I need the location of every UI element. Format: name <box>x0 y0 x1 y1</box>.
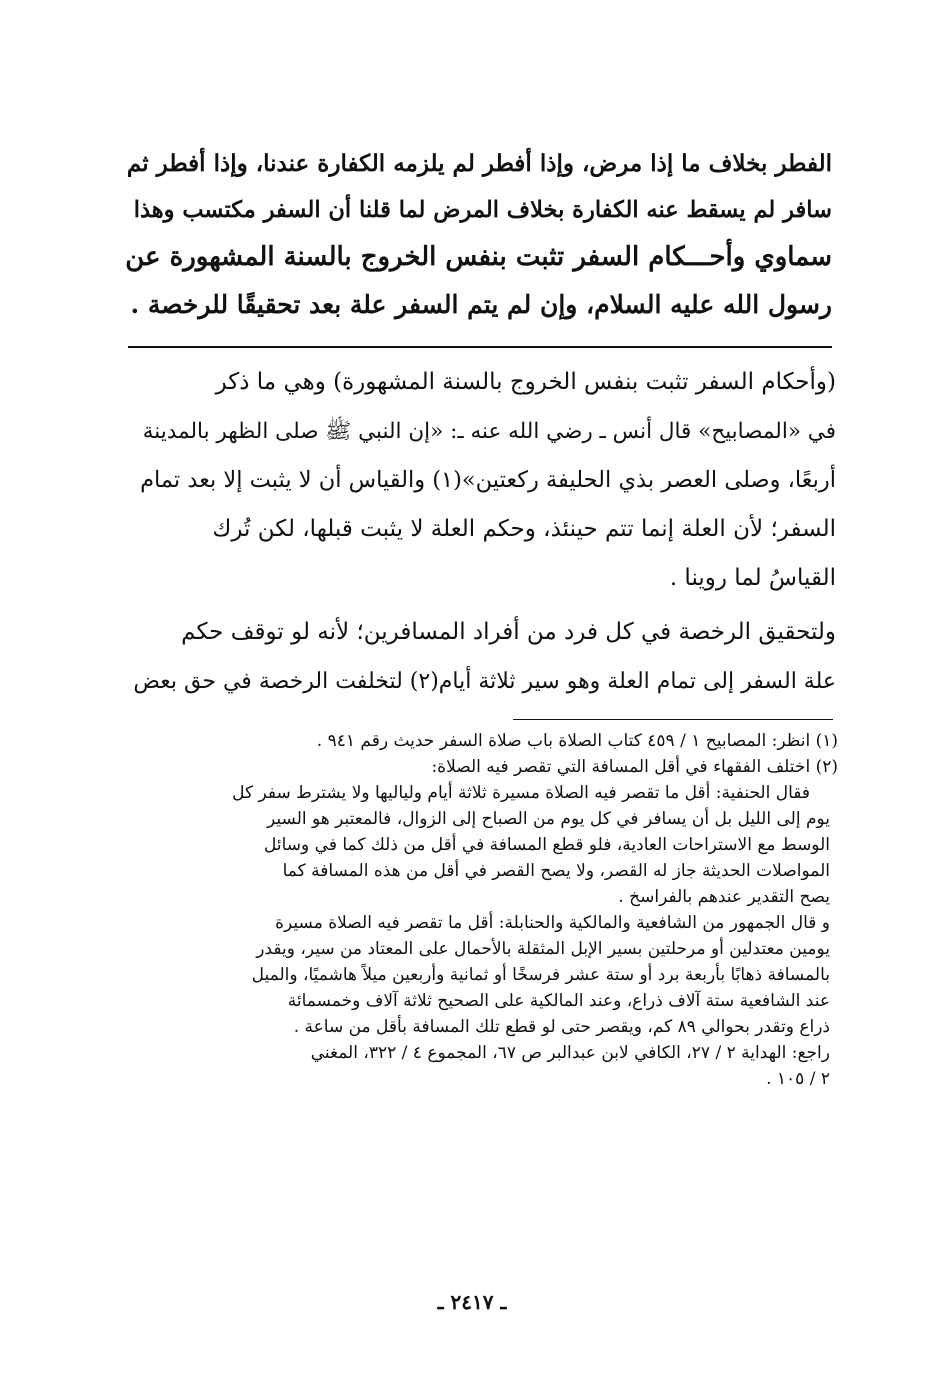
matn-line: الفطر بخلاف ما إذا مرض، وإذا أفطر لم يلزمه الكفارة عندنا، وإذا أفطر ثم <box>126 150 832 177</box>
footnote-rule <box>513 719 833 720</box>
matn-line: رسول الله عليه السلام، وإن لم يتم السفر علة بعد تحقيقًا للرخصة . <box>130 290 832 319</box>
footnotes <box>130 728 838 1092</box>
footnote-jumhur-line: بالمسافة ذهابًا بأربعة برد أو ستة عشر فرسخًا أو ثمانية وأربعين ميلاً هاشميًا، والميل <box>251 965 830 985</box>
footnote-hanafi-line: يوم إلى الليل بل أن يسافر في كل يوم من الصباح إلى الزوال، فالمعتبر هو السير <box>267 809 830 829</box>
sharh-line: علة السفر إلى تمام العلة وهو سير ثلاثة أيام(٢) لتخلفت الرخصة في حق بعض <box>133 669 836 694</box>
footnote-reference-line: راجع: الهداية ٢ / ٢٧، الكافي لابن عبدالبر ص ٦٧، المجموع ٤ / ٣٢٢، المغني <box>310 1043 830 1063</box>
footnote-reference-line: ٢ / ١٠٥ . <box>766 1069 830 1089</box>
matn-line: سماوي وأحـــكام السفر تثبت بنفس الخروج بالسنة المشهورة عن <box>125 242 832 272</box>
sharh-paragraph-2 <box>128 608 836 706</box>
footnote-jumhur-line: عند الشافعية ستة آلاف ذراع، وعند المالكية على الصحيح ثلاثة آلاف وخمسمائة <box>287 991 830 1011</box>
sharh-paragraph-1 <box>128 358 836 603</box>
footnote-jumhur-line: ذراع وتقدر بحوالي ٨٩ كم، ويقصر حتى لو قطع تلك المسافة بأقل من ساعة . <box>293 1017 830 1037</box>
sharh-line: (وأحكام السفر تثبت بنفس الخروج بالسنة المشهورة) وهي ما ذكر <box>215 369 836 395</box>
separator-rule <box>128 346 832 348</box>
matn-text <box>120 140 832 328</box>
footnote-jumhur-line: و قال الجمهور من الشافعية والمالكية والحنابلة: أقل ما تقصر فيه الصلاة مسيرة <box>275 913 830 933</box>
page-number: ـ ٢٤١٧ ـ <box>437 1290 507 1314</box>
sharh-line: أربعًا، وصلى العصر بذي الحليفة ركعتين»(١) والقياس أن لا يثبت إلا بعد تمام <box>140 467 836 493</box>
sharh-line: السفر؛ لأن العلة إنما تتم حينئذ، وحكم العلة لا يثبت قبلها، لكن تُرك <box>212 516 836 542</box>
footnote-hanafi-line: يصح التقدير عندهم بالفراسخ . <box>618 887 830 907</box>
footnote-1: (١) انظر: المصابيح ١ / ٤٥٩ كتاب الصلاة باب صلاة السفر حديث رقم ٩٤١ . <box>316 731 838 751</box>
sharh-line: ولتحقيق الرخصة في كل فرد من أفراد المسافرين؛ لأنه لو توقف حكم <box>181 619 836 645</box>
footnote-jumhur-line: يومين معتدلين أو مرحلتين بسير الإبل المثقلة بالأحمال على المعتاد من سير، ويقدر <box>256 939 830 959</box>
footnote-hanafi-line: فقال الحنفية: أقل ما تقصر فيه الصلاة مسيرة ثلاثة أيام ولياليها ولا يشترط سفر كل <box>232 783 810 803</box>
sharh-line: في «المصابيح» قال أنس ـ رضي الله عنه ـ: «إن النبي ﷺ صلى الظهر بالمدينة <box>142 419 836 444</box>
footnote-hanafi-line: الوسط مع الاستراحات العادية، فلو قطع المسافة في أقل من ذلك كما في وسائل <box>264 835 830 855</box>
matn-line: سافر لم يسقط عنه الكفارة بخلاف المرض لما قلنا أن السفر مكتسب وهذا <box>133 197 832 223</box>
sharh-line: القياسُ لما روينا . <box>669 565 836 591</box>
footnote-hanafi-line: المواصلات الحديثة جاز له القصر، ولا يصح القصر في أقل من هذه المسافة كما <box>282 861 830 881</box>
footnote-2-title: (٢) اختلف الفقهاء في أقل المسافة التي تقصر فيه الصلاة: <box>431 757 838 777</box>
